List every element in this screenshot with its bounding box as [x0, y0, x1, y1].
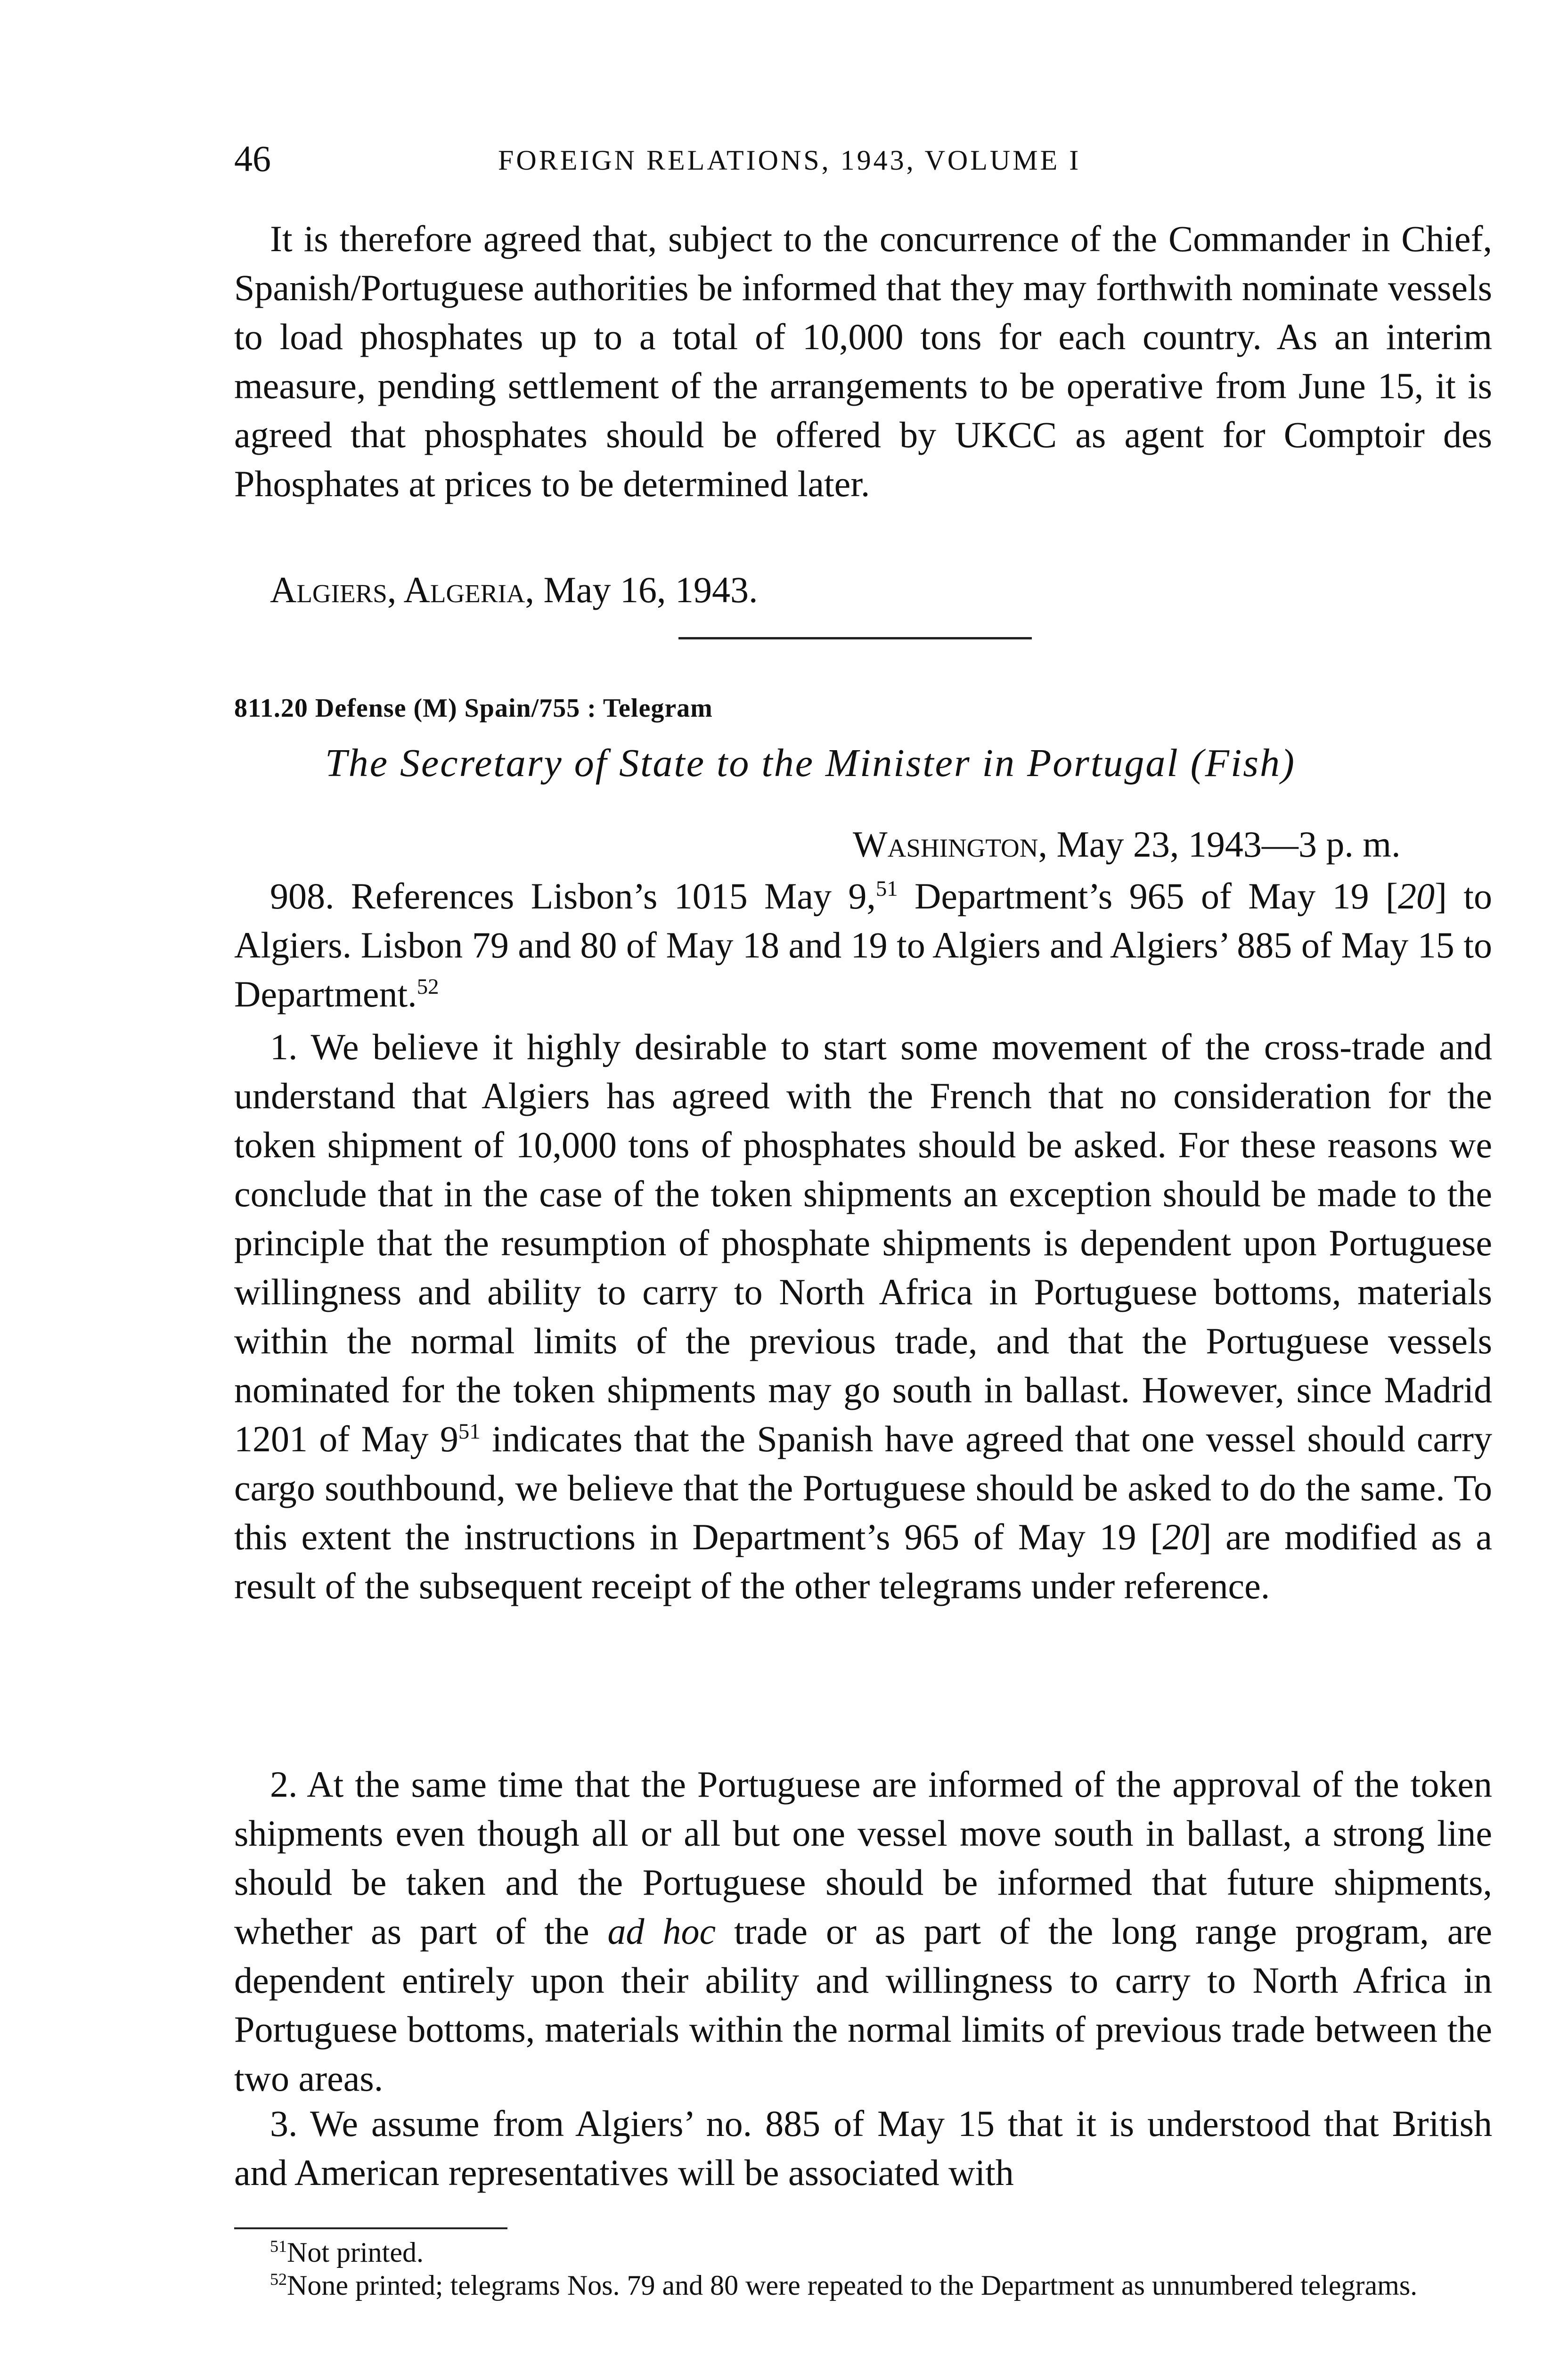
section-divider: [678, 637, 1032, 639]
running-head: FOREIGN RELATIONS, 1943, VOLUME I: [498, 145, 1081, 176]
footnote-text: None printed; telegrams Nos. 79 and 80 were repeated to the Department as unnumbered telegrams.: [287, 2270, 1418, 2301]
footnote-51: [234, 2236, 1492, 2269]
bracket-number: 20: [1397, 875, 1435, 916]
footnote-ref-52: 52: [416, 974, 439, 999]
page-header: [234, 138, 1497, 180]
dateline-algiers: [270, 565, 758, 614]
footnote-ref-51-second: 51: [458, 1419, 481, 1444]
paragraph-1: [234, 1023, 1492, 1762]
dateline-date: May 16, 1943.: [543, 569, 758, 610]
footnote-mark: 52: [270, 2270, 287, 2289]
footnote-52: [234, 2269, 1492, 2302]
paragraph-908-text-b: Department’s 965 of May 19 [: [898, 875, 1398, 916]
footnotes: [234, 2236, 1492, 2302]
footnote-divider: [234, 2227, 507, 2229]
footnote-mark: 51: [270, 2237, 287, 2256]
paragraph-1-text-b: indicates that the Spanish have agreed that one vessel should carry cargo southbound, we believe that the Portuguese should be asked to do the same. To this extent the instructions in Department’s 965 of May 19 [: [234, 1418, 1493, 1557]
paragraph-908: [234, 872, 1492, 1023]
page-number: 46: [234, 138, 271, 179]
dateline-washington: [853, 820, 1401, 869]
paragraph-908-text-a: 908. References Lisbon’s 1015 May 9,: [270, 875, 876, 916]
intro-paragraph: It is therefore agreed that, subject to the concurrence of the Commander in Chief, Spanish/Portuguese authorities be informed that they may forthwith nominate vessels to load phosphates up to a total of 10,000 tons for each country. As an interim measure, pending settlement of the arrangements to be operative from June 15, it is agreed that phosphates should be offered by UKCC as agent for Comptoir des Phosphates at prices to be determined later.: [234, 218, 1492, 504]
document-reference: 811.20 Defense (M) Spain/755 : Telegram: [234, 694, 713, 723]
dateline-washington-date: May 23, 1943—3 p. m.: [1056, 824, 1401, 865]
paragraph-908-text-c: ] to Algiers. Lisbon 79 and 80 of May 18 and 19 to Algiers and Algiers’ 885 of May 15 to Department.: [234, 875, 1492, 1014]
footnote-text: Not printed.: [287, 2237, 424, 2268]
document-addressee: (Fish): [1190, 741, 1296, 785]
footnote-ref-51: 51: [875, 876, 898, 901]
dateline-place: Algiers, Algeria,: [270, 569, 534, 610]
paragraph-1-text-a: 1. We believe it highly desirable to start some movement of the cross-trade and understand that Algiers has agreed with the French that no consideration for the token shipment of 10,000 tons of phosphates should be asked. For these reasons we conclude that in the case of the token shipments an exception should be made to the principle that the resumption of phosphate shipments is dependent upon Portuguese willingness and ability to carry to North Africa in Portuguese bottoms, materials within the normal limits of the previous trade, and that the Portuguese vessels nominated for the token shipments may go south in ballast. However, since Madrid 1201 of May 9: [234, 1026, 1492, 1459]
paragraph-3: 3. We assume from Algiers’ no. 885 of May 15 that it is understood that British and American representatives will be associated with: [234, 2103, 1492, 2193]
paragraph-1-text-c: ] are modified as a result of the subsequent receipt of the other telegrams under reference.: [234, 1516, 1492, 1606]
bracket-number: 20: [1162, 1516, 1200, 1557]
italic-term: ad hoc: [607, 1911, 716, 1952]
paragraph-2-text-a: 2. At the same time that the Portuguese are informed of the approval of the token shipments even though all or all but one vessel move south in ballast, a strong line should be taken and the Portuguese should be informed that future shipments, whether as part of the: [234, 1764, 1492, 1952]
dateline-washington-place: Washington,: [853, 824, 1047, 865]
document-title-text: The Secretary of State to the Minister in Portugal: [325, 741, 1179, 785]
document-title: [325, 737, 1296, 789]
paragraph-2-text-b: trade or as part of the long range program, are dependent entirely upon their ability and willingness to carry to North Africa in Portuguese bottoms, materials within the normal limits of previous trade between the two areas.: [234, 1911, 1492, 2099]
paragraph-2: [234, 1760, 1492, 2099]
